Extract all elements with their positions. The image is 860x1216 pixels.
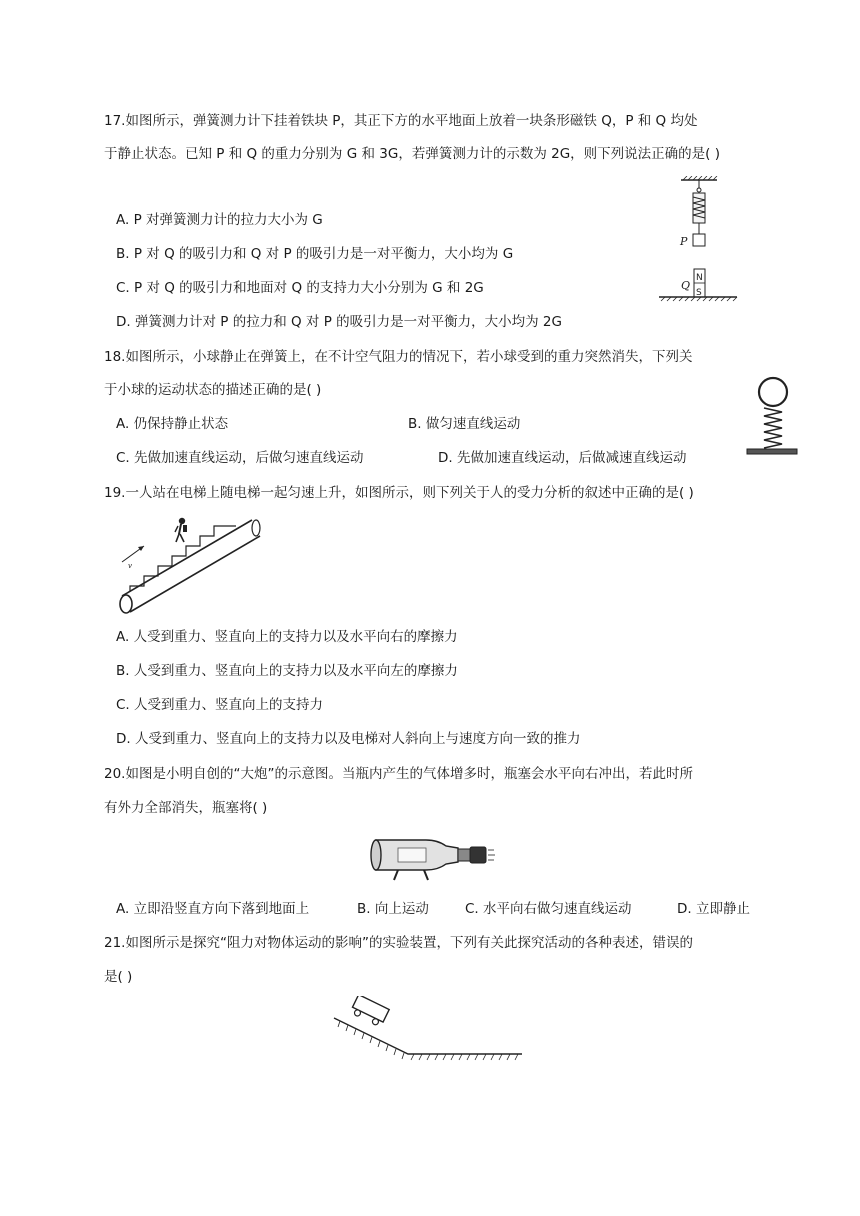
q18-option-b: B. 做匀速直线运动 [408, 416, 521, 432]
spring-scale-magnet-figure [655, 176, 740, 306]
q17-stem-line-1: 17.如图所示，弹簧测力计下挂着铁块 P，其正下方的水平地面上放着一块条形磁铁 Q，P 和 Q 均处 [104, 113, 698, 129]
label-v: v [128, 562, 132, 570]
q19-stem-line-1: 19.一人站在电梯上随电梯一起匀速上升，如图所示，则下列关于人的受力分析的叙述中正确的是( ) [104, 485, 694, 501]
q17-option-c: C. P 对 Q 的吸引力和地面对 Q 的支持力大小分别为 G 和 2G [116, 280, 484, 296]
q18-option-a: A. 仍保持静止状态 [116, 416, 229, 432]
q18-option-d: D. 先做加速直线运动，后做减速直线运动 [438, 450, 687, 466]
q19-option-d: D. 人受到重力、竖直向上的支持力以及电梯对人斜向上与速度方向一致的推力 [116, 731, 581, 747]
q17-option-d: D. 弹簧测力计对 P 的拉力和 Q 对 P 的吸引力是一对平衡力，大小均为 2G [116, 314, 562, 330]
inclined-plane-cart-figure [330, 996, 526, 1068]
label-p: P [680, 235, 688, 248]
q20-option-d: D. 立即静止 [677, 901, 750, 917]
q18-stem-line-1: 18.如图所示，小球静止在弹簧上，在不计空气阻力的情况下，若小球受到的重力突然消失，下列关 [104, 349, 693, 365]
q19-option-a: A. 人受到重力、竖直向上的支持力以及水平向右的摩擦力 [116, 629, 458, 645]
q18-option-c: C. 先做加速直线运动，后做匀速直线运动 [116, 450, 364, 466]
q20-stem-line-2: 有外力全部消失，瓶塞将( ) [104, 800, 268, 816]
q19-option-c: C. 人受到重力、竖直向上的支持力 [116, 697, 324, 713]
label-q: Q [681, 279, 691, 292]
q17-stem-line-2: 于静止状态。已知 P 和 Q 的重力分别为 G 和 3G，若弹簧测力计的示数为 2G，则下列说法正确的是( ) [104, 146, 720, 162]
escalator-figure [114, 512, 266, 616]
ball-on-spring-figure [744, 372, 800, 458]
q21-stem-line-2: 是( ) [104, 969, 133, 985]
bottle-cannon-figure [368, 832, 496, 884]
q20-option-c: C. 水平向右做匀速直线运动 [465, 901, 632, 917]
q17-option-b: B. P 对 Q 的吸引力和 Q 对 P 的吸引力是一对平衡力，大小均为 G [116, 246, 514, 262]
label-s: S [696, 288, 702, 298]
q20-option-a: A. 立即沿竖直方向下落到地面上 [116, 901, 310, 917]
q19-option-b: B. 人受到重力、竖直向上的支持力以及水平向左的摩擦力 [116, 663, 458, 679]
q18-stem-line-2: 于小球的运动状态的描述正确的是( ) [104, 382, 322, 398]
q17-option-a: A. P 对弹簧测力计的拉力大小为 G [116, 212, 323, 228]
q20-stem-line-1: 20.如图是小明自创的“大炮”的示意图。当瓶内产生的气体增多时，瓶塞会水平向右冲出，若此时所 [104, 766, 693, 782]
label-n: N [696, 273, 703, 283]
q21-stem-line-1: 21.如图所示是探究“阻力对物体运动的影响”的实验装置，下列有关此探究活动的各种表述，错误的 [104, 935, 693, 951]
q20-option-b: B. 向上运动 [357, 901, 429, 917]
